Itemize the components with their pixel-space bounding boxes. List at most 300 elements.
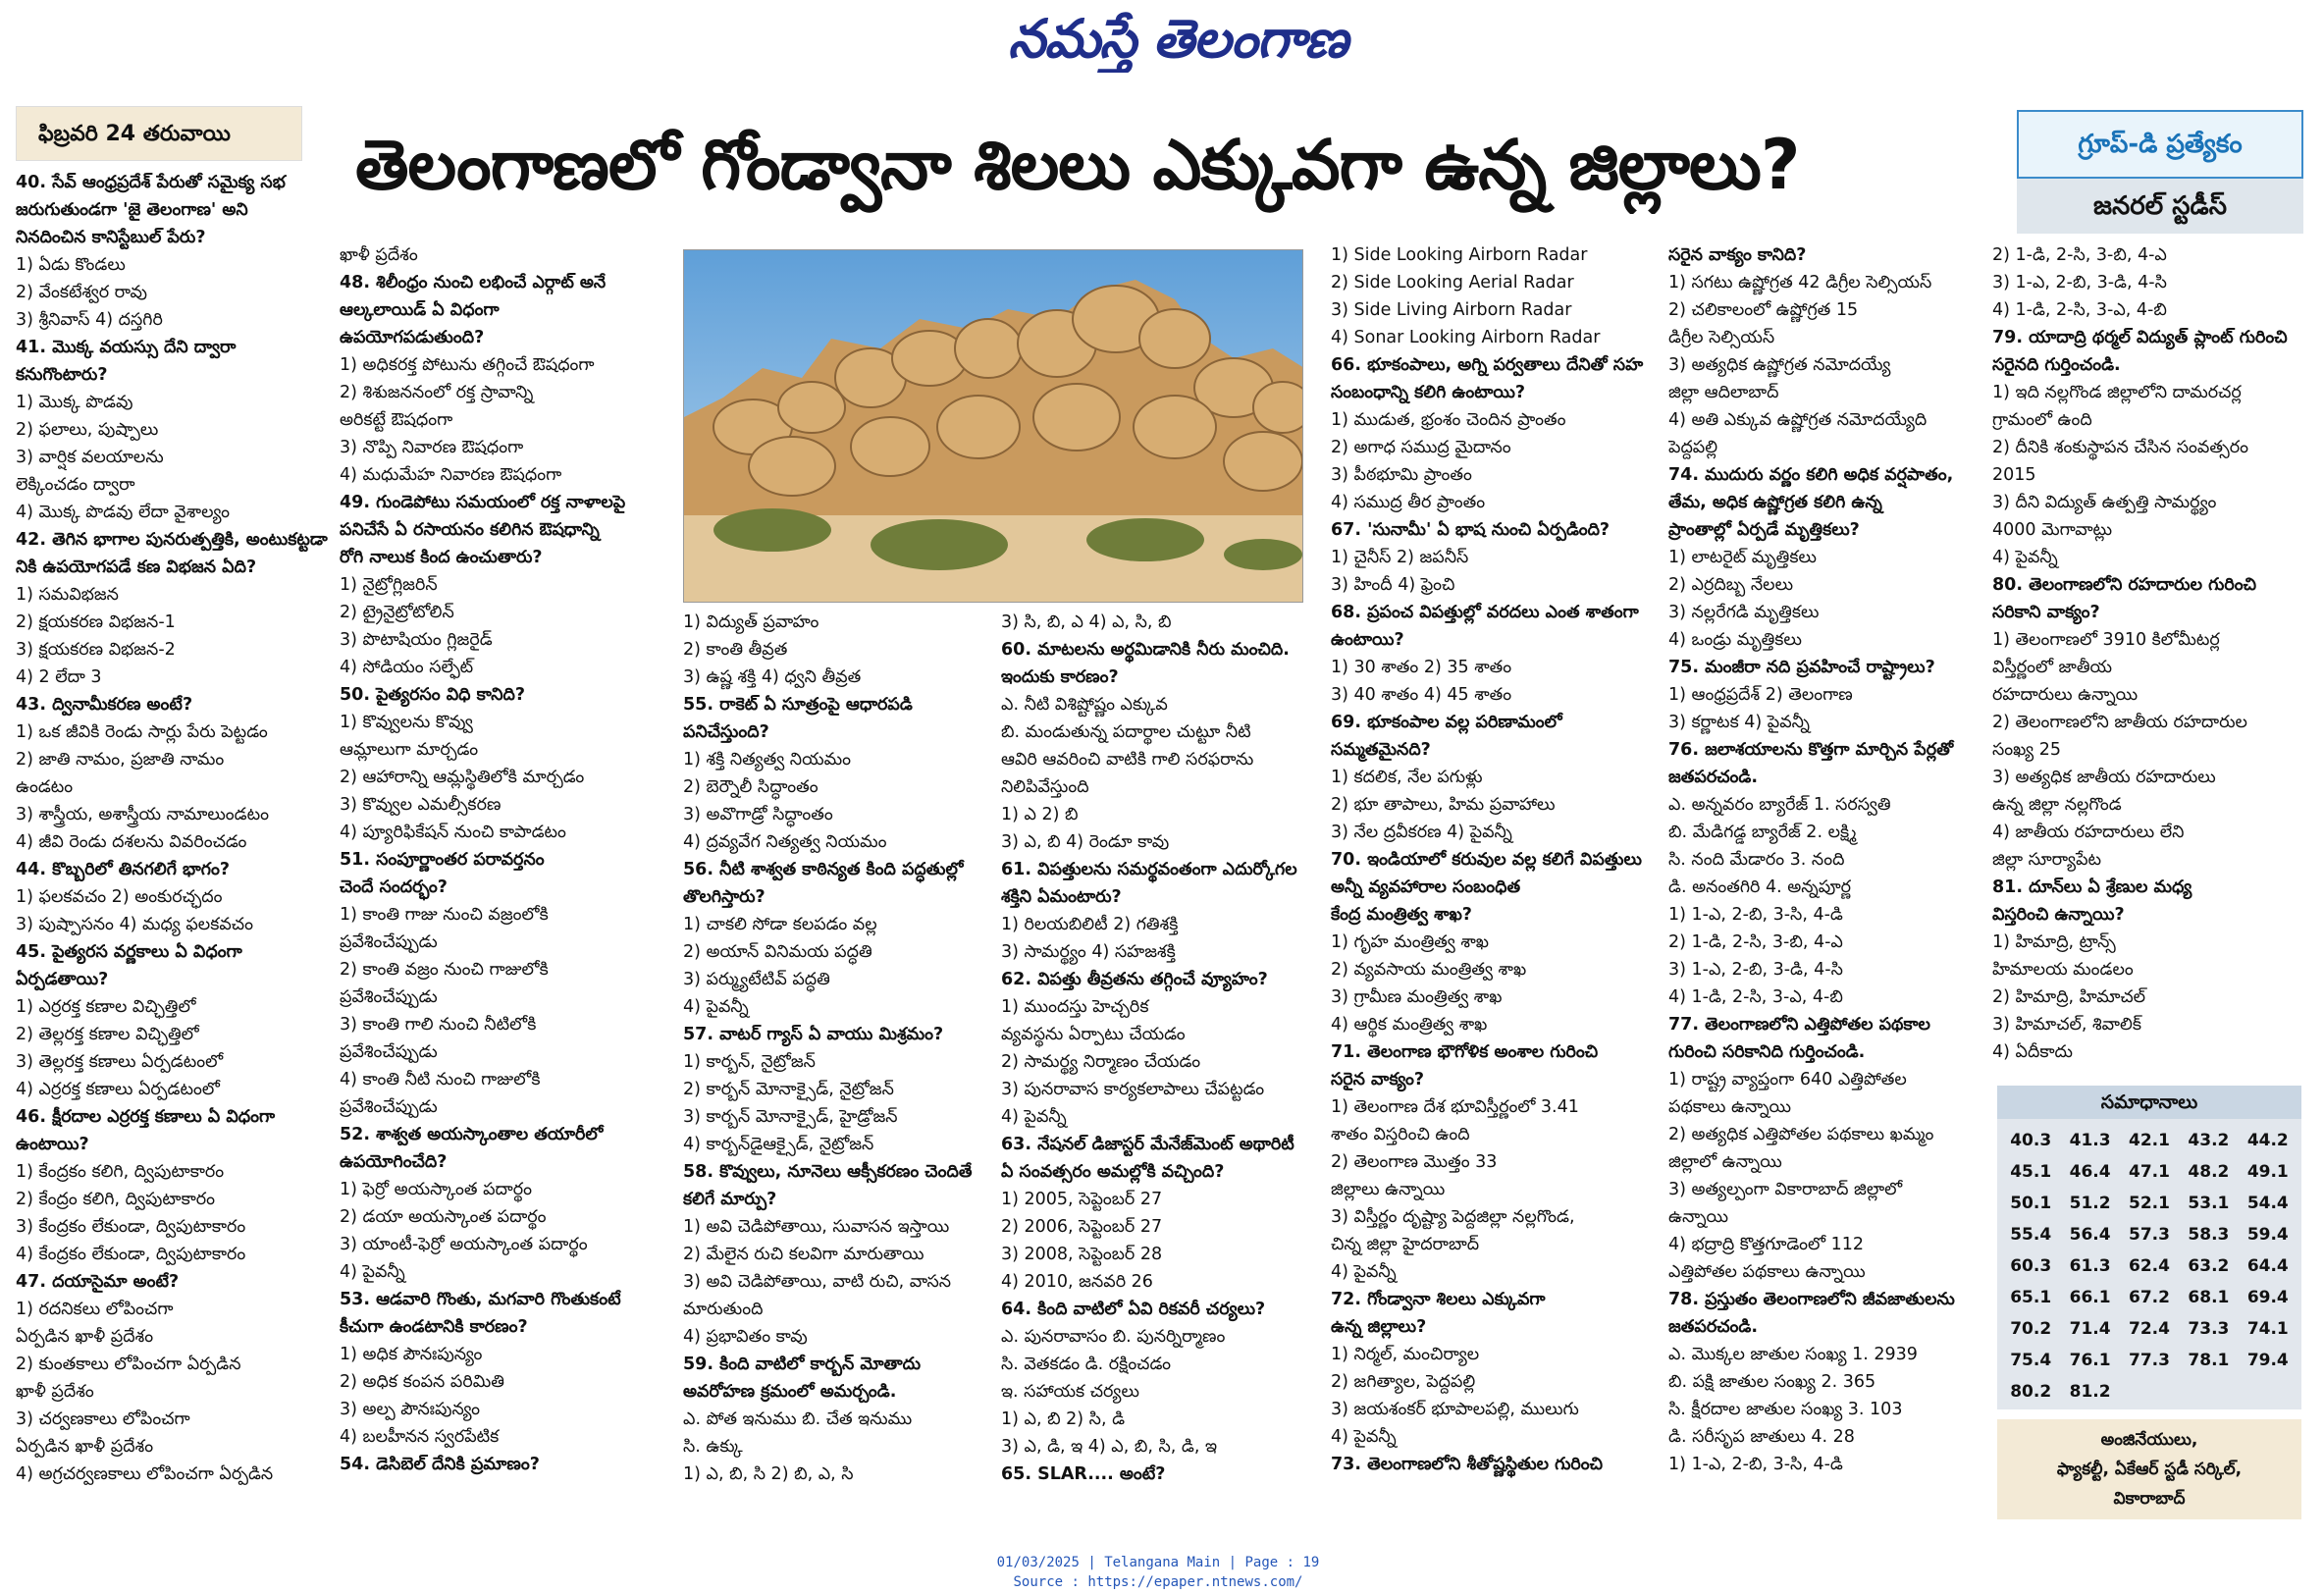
- option-line: 4) ద్రవ్యవేగ నిత్యత్వ నియమం: [683, 832, 887, 852]
- option-line: 1) చైనీస్ 2) జపనీస్: [1331, 548, 1469, 567]
- option-line: ఏర్పడిన ఖాళీ ప్రదేశం: [16, 1437, 154, 1457]
- option-line: ప్రవేశించేప్పుడు: [340, 932, 438, 952]
- option-line: 3) హిందీ 4) ఫ్రెంచి: [1331, 575, 1455, 595]
- question-line: 61. విపత్తులను సమర్థవంతంగా ఎదుర్కోగల: [1001, 860, 1297, 879]
- subject-label: జనరల్ స్టడీస్: [2017, 179, 2303, 234]
- answer-key: 78.1: [2188, 1351, 2230, 1370]
- option-line: 3) అత్యల్పంగా వికారాబాద్ జిల్లాలో: [1668, 1180, 1903, 1199]
- answer-key: 71.4: [2069, 1319, 2111, 1339]
- option-line: 1) ఫలకవచం 2) అంకురచ్ఛదం: [16, 887, 223, 907]
- option-line: 3) శ్రీనివాస్ 4) దస్తగిరి: [16, 310, 163, 330]
- option-line: 2) 1-డి, 2-సి, 3-బి, 4-ఎ: [1992, 245, 2167, 265]
- option-line: 1) శక్తి నిత్యత్వ నియమం: [683, 750, 851, 770]
- option-line: వ్యవస్థను ఏర్పాటు చేయడం: [1001, 1025, 1186, 1044]
- answer-key: 47.1: [2129, 1162, 2170, 1182]
- option-line: బి. మేడిగడ్డ బ్యారేజ్ 2. లక్ష్మి: [1668, 823, 1857, 842]
- option-line: 1) నైట్రోగ్లిజరిన్: [340, 575, 438, 595]
- option-line: ఎత్తిపోతల పథకాలు ఉన్నాయి: [1668, 1262, 1866, 1282]
- option-line: 2) అధిక కంపన పరిమితి: [340, 1372, 504, 1392]
- answer-key: 73.3: [2188, 1319, 2230, 1339]
- question-line: 46. క్షీరదాల ఎర్రరక్త కణాలు ఏ విధంగా: [16, 1107, 276, 1127]
- answer-key: 50.1: [2010, 1194, 2052, 1213]
- option-line: 1) Side Looking Airborn Radar: [1331, 245, 1588, 265]
- option-line: జిల్లాలు ఉన్నాయి: [1331, 1180, 1446, 1199]
- option-line: 4) పైవన్నీ: [1992, 548, 2058, 567]
- question-line: 77. తెలంగాణలోని ఎత్తిపోతల పథకాల: [1668, 1015, 1930, 1035]
- option-line: 3) వార్షిక వలయాలను: [16, 448, 164, 467]
- question-line: తేమ, అధిక ఉష్ణోగ్రత కలిగి ఉన్న: [1668, 493, 1882, 512]
- answer-key: 77.3: [2129, 1351, 2170, 1370]
- option-line: 2) బెర్నౌలీ సిద్ధాంతం: [683, 777, 819, 797]
- option-line: 1) ముందస్తు హెచ్చరిక: [1001, 997, 1149, 1017]
- option-line: ప్రవేశించేప్పుడు: [340, 1097, 438, 1117]
- question-column-2: [340, 241, 663, 1498]
- question-line: 71. తెలంగాణ భౌగోళిక అంశాల గురించి: [1331, 1042, 1599, 1062]
- option-line: రహదారులు ఉన్నాయి: [1992, 685, 2139, 705]
- option-line: 2) తెల్లరక్త కణాల విచ్ఛిత్తిలో: [16, 1025, 199, 1044]
- credit-location: వికారాబాద్: [2113, 1489, 2186, 1509]
- question-line: 57. వాటర్ గ్యాస్ ఏ వాయు మిశ్రమం?: [683, 1025, 944, 1044]
- page-footer: [883, 1553, 1433, 1592]
- option-line: 2) Side Looking Aerial Radar: [1331, 273, 1574, 292]
- option-line: ఇ. సహాయక చర్యలు: [1001, 1382, 1139, 1402]
- question-line: 53. ఆడవారి గొంతు, మగవారి గొంతుకంటే: [340, 1290, 621, 1309]
- option-line: నిలిపివేస్తుంది: [1001, 777, 1089, 797]
- option-line: 3) తెల్లరక్త కణాలు ఏర్పడటంలో: [16, 1052, 224, 1072]
- question-column-6: [1668, 241, 1992, 1498]
- option-line: 4) జీవి రెండు దశలను వివరించడం: [16, 832, 247, 852]
- question-line: 48. శిలీంధ్రం నుంచి లభించే ఎర్గాట్ అనే: [340, 273, 607, 292]
- option-line: 1) కేంద్రకం కలిగి, ద్విపుటాకారం: [16, 1162, 225, 1182]
- option-line: 1) ఏడు కొండలు: [16, 255, 126, 275]
- option-line: 1) ఇది నల్లగొండ జిల్లాలోని దామరచర్ల: [1992, 383, 2242, 402]
- answer-key: 74.1: [2246, 1319, 2289, 1339]
- option-line: 4) 2010, జనవరి 26: [1001, 1272, 1153, 1292]
- option-line: 4) కేంద్రకం లేకుండా, ద్విపుటాకారం: [16, 1245, 246, 1264]
- option-line: 2) వేంకటేశ్వర రావు: [16, 283, 147, 302]
- answer-key: 64.4: [2246, 1256, 2289, 1276]
- answer-key: 68.1: [2188, 1288, 2230, 1307]
- option-line: 2) శిశుజననంలో రక్త స్రావాన్ని: [340, 383, 534, 402]
- question-line: 59. కింది వాటిలో కార్బన్ మోతాదు: [683, 1355, 922, 1374]
- question-line: గురించి సరికానిది గుర్తించండి.: [1668, 1042, 1866, 1062]
- question-line: సమ్మతమైనది?: [1331, 740, 1431, 760]
- option-line: 1) కొవ్వులను కొవ్వు: [340, 713, 473, 732]
- question-line: 76. జలాశయాలను కొత్తగా మార్చిన పేర్లతో: [1668, 740, 1954, 760]
- option-line: 3) జయశంకర్ భూపాలపల్లి, ములుగు: [1331, 1400, 1579, 1419]
- answer-key: 69.4: [2246, 1288, 2289, 1307]
- option-line: 1) రదనికలు లోపించగా: [16, 1300, 174, 1319]
- option-line: సి. నంది మేడారం 3. నంది: [1668, 850, 1845, 870]
- option-line: బి. మండుతున్న పదార్థాల చుట్టూ నీటి: [1001, 722, 1251, 742]
- option-line: ఎ. అన్నవరం బ్యారేజ్ 1. సరస్వతి: [1668, 795, 1891, 815]
- option-line: 4) ఎర్రరక్త కణాలు ఏర్పడటంలో: [16, 1080, 220, 1099]
- option-line: 4) మొక్క పొడవు లేదా వైశాల్యం: [16, 503, 230, 522]
- option-line: 1) రాష్ట్ర వ్యాప్తంగా 640 ఎత్తిపోతల: [1668, 1070, 1907, 1089]
- newspaper-masthead: నమస్తే తెలంగాణ: [1008, 7, 1347, 70]
- answer-key: 60.3: [2010, 1256, 2052, 1276]
- option-line: 1) ఆంధ్రప్రదేశ్ 2) తెలంగాణ: [1668, 685, 1853, 705]
- option-line: ఎ. పునరావాసం బి. పునర్నిర్మాణం: [1001, 1327, 1226, 1347]
- question-line: ఉంటాయి?: [16, 1135, 89, 1154]
- footer-date-page: 01/03/2025 | Telangana Main | Page : 19: [996, 1555, 1320, 1570]
- option-line: 2) తెలంగాణ మొత్తం 33: [1331, 1152, 1498, 1172]
- option-line: 2) అగాధ సముద్ర మైదానం: [1331, 438, 1511, 457]
- option-line: 3) Side Living Airborn Radar: [1331, 300, 1572, 320]
- option-line: 2) కాంతి వజ్రం నుంచి గాజులోకి: [340, 960, 549, 980]
- option-line: 3) అవొగాడ్రో సిద్ధాంతం: [683, 805, 833, 824]
- question-line: 41. మొక్క వయస్సు దేని ద్వారా: [16, 338, 237, 357]
- option-line: 1) లాటరైట్ మృత్తికలు: [1668, 548, 1817, 567]
- answer-key: 49.1: [2246, 1162, 2289, 1182]
- option-line: 4) ప్యూరిఫికేషన్ నుంచి కాపాడటం: [340, 823, 566, 842]
- question-line: సంబంధాన్ని కలిగి ఉంటాయి?: [1331, 383, 1526, 402]
- option-line: 2) భూ తాపాలు, హిమ ప్రవాహాలు: [1331, 795, 1556, 815]
- option-line: 3) పీఠభూమి ప్రాంతం: [1331, 465, 1472, 485]
- answer-key: 66.1: [2069, 1288, 2111, 1307]
- option-line: 1) కదలిక, నేల పగుళ్లు: [1331, 768, 1483, 787]
- option-line: 2) 1-డి, 2-సి, 3-బి, 4-ఎ: [1668, 932, 1843, 952]
- answer-key: 65.1: [2010, 1288, 2052, 1307]
- option-line: 3) కార్బన్ మోనాక్సైడ్, హైడ్రోజన్: [683, 1107, 898, 1127]
- question-line: 40. సేవ్ ఆంధ్రప్రదేశ్ పేరుతో సమైక్య సభ: [16, 173, 286, 192]
- answer-key: 56.4: [2069, 1225, 2111, 1245]
- question-line: 54. డెసిబెల్ దేనికి ప్రమాణం?: [340, 1455, 540, 1474]
- option-line: 2) కేంద్రం కలిగి, ద్విపుటాకారం: [16, 1190, 215, 1209]
- option-line: 4) భద్రాద్రి కొత్తగూడెంలో 112: [1668, 1235, 1864, 1254]
- question-line: ప్రాంతాల్లో ఏర్పడే మృత్తికలు?: [1668, 520, 1860, 540]
- question-line: తొలగిస్తారు?: [683, 887, 766, 907]
- option-line: 4) మధుమేహ నివారణ ఔషధంగా: [340, 465, 562, 485]
- answer-key: 54.4: [2246, 1194, 2289, 1213]
- option-line: 2) జగిత్యాల, పెద్దపల్లి: [1331, 1372, 1476, 1392]
- question-line: సరైనది గుర్తించండి.: [1992, 355, 2121, 375]
- option-line: ప్రవేశించేప్పుడు: [340, 987, 438, 1007]
- question-line: 80. తెలంగాణలోని రహదారుల గురించి: [1992, 575, 2257, 595]
- question-line: 42. తెగిన భాగాల పునరుత్పత్తికి, అంటుకట్టడా: [16, 530, 328, 550]
- answer-key: 59.4: [2246, 1225, 2289, 1245]
- option-line: 3) శాస్త్రీయ, అశాస్త్రీయ నామాలుండటం: [16, 805, 270, 824]
- question-line: 60. మాటలను అర్థమిడానికి నీరు మంచిది.: [1001, 640, 1290, 660]
- question-line: 81. దూన్‌లు ఏ శ్రేణుల మధ్య: [1992, 877, 2192, 897]
- option-line: 3) 40 శాతం 4) 45 శాతం: [1331, 685, 1512, 705]
- answer-key: 75.4: [2010, 1351, 2052, 1370]
- option-line: 2) ట్రైనైట్రోటోలిన్: [340, 603, 454, 622]
- option-line: 2) అత్యధిక ఎత్తిపోతల పథకాలు ఖమ్మం: [1668, 1125, 1934, 1144]
- option-line: 2) హిమాద్రి, హిమాచల్: [1992, 987, 2146, 1007]
- option-line: 3) చర్వణకాలు లోపించగా: [16, 1409, 190, 1429]
- question-line: విస్తరించి ఉన్నాయి?: [1992, 905, 2125, 925]
- answer-key: 80.2: [2010, 1382, 2052, 1402]
- question-line: 49. గుండెపోటు సమయంలో రక్త నాళాలపై: [340, 493, 626, 512]
- question-line: ఉన్న జిల్లాలు?: [1331, 1317, 1427, 1337]
- option-line: సి. క్షీరదాల జాతుల సంఖ్య 3. 103: [1668, 1400, 1903, 1419]
- option-line: బి. పక్షి జాతుల సంఖ్య 2. 365: [1668, 1372, 1876, 1392]
- option-line: హిమాలయ మండలం: [1992, 960, 2134, 980]
- answer-key: 51.2: [2069, 1194, 2111, 1213]
- option-line: 2) క్షయకరణ విభజన-1: [16, 612, 176, 632]
- option-line: 3) అల్ప పౌనఃపున్యం: [340, 1400, 481, 1419]
- question-line: కీచుగా ఉండటానికి కారణం?: [340, 1317, 528, 1337]
- question-line: కలిగే మార్పు?: [683, 1190, 777, 1209]
- option-line: అరికట్టే ఔషధంగా: [340, 410, 453, 430]
- answer-key: 53.1: [2188, 1194, 2230, 1213]
- question-line: జతపరచండి.: [1668, 768, 1758, 787]
- option-line: 4) సోడియం సల్ఫేట్: [340, 658, 474, 677]
- credit-affiliation: ఫ్యాకల్టీ, ఏకేఆర్ స్టడీ సర్కిల్,: [2056, 1460, 2243, 1479]
- question-line: 62. విపత్తు తీవ్రతను తగ్గించే వ్యూహం?: [1001, 970, 1268, 989]
- option-line: 1) ఒక జీవికి రెండు సార్లు పేరు పెట్టడం: [16, 722, 268, 742]
- option-line: 4000 మెగావాట్లు: [1992, 520, 2113, 540]
- question-line: 45. పైత్యరస వర్ణకాలు ఏ విధంగా: [16, 942, 242, 962]
- answer-key: 70.2: [2010, 1319, 2052, 1339]
- option-line: 1) అధికరక్త పోటును తగ్గించే ఔషధంగా: [340, 355, 595, 375]
- option-line: జిల్లాలో ఉన్నాయి: [1668, 1152, 1782, 1172]
- option-line: 2) జాతి నామం, ప్రజాతి నామం: [16, 750, 225, 770]
- option-line: ఆమ్లాలుగా మార్చడం: [340, 740, 479, 760]
- answer-key: 72.4: [2129, 1319, 2170, 1339]
- group-d-special-label: గ్రూప్-డి ప్రత్యేకం: [2017, 110, 2303, 179]
- option-line: 2) సామర్థ్య నిర్మాణం చేయడం: [1001, 1052, 1201, 1072]
- option-line: సి. ఉక్కు: [683, 1437, 743, 1457]
- answer-key: 43.2: [2188, 1131, 2230, 1150]
- option-line: 3) కర్ణాటక 4) పైవన్నీ: [1668, 713, 1810, 732]
- option-line: 1) కార్బన్, నైట్రోజన్: [683, 1052, 816, 1072]
- option-line: 3) 1-ఎ, 2-బి, 3-డి, 4-సి: [1668, 960, 1843, 980]
- option-line: 1) ఎ 2) బి: [1001, 805, 1079, 824]
- question-line: 72. గోండ్వానా శిలలు ఎక్కువగా: [1331, 1290, 1546, 1309]
- question-line: ఉంటాయి?: [1331, 630, 1404, 650]
- option-line: 2) ఎర్రదిబ్బ నేలలు: [1668, 575, 1794, 595]
- question-line: రోగి నాలుక కింద ఉంచుతారు?: [340, 548, 543, 567]
- question-line: 55. రాకెట్ ఏ సూత్రంపై ఆధారపడి: [683, 695, 913, 715]
- option-line: 1) 2005, సెప్టెంబర్ 27: [1001, 1190, 1163, 1209]
- option-line: 4) పైవన్నీ: [1331, 1427, 1397, 1447]
- question-line: సరైన వాక్యం కానిది?: [1668, 245, 1807, 265]
- option-line: 3) ఎ, డి, ఇ 4) ఎ, బి, సి, డి, ఇ: [1001, 1437, 1218, 1457]
- question-line: 70. ఇండియాలో కరువుల వల్ల కలిగే విపత్తులు: [1331, 850, 1642, 870]
- option-line: 4) బలహీనన స్వరపేటిక: [340, 1427, 500, 1447]
- option-line: జిల్లా ఆదిలాబాద్: [1668, 383, 1779, 402]
- option-line: ఎ. నీటి విశిష్టోష్ణం ఎక్కువ: [1001, 695, 1168, 715]
- option-line: ఉన్నాయి: [1668, 1207, 1729, 1227]
- option-line: 3) సామర్థ్యం 4) సహజశక్తి: [1001, 942, 1176, 962]
- option-line: 4) జాతీయ రహదారులు లేని: [1992, 823, 2185, 842]
- option-line: 2) కార్బన్ మోనాక్సైడ్, నైట్రోజన్: [683, 1080, 894, 1099]
- option-line: 2) కుంతకాలు లోపించగా ఏర్పడిన: [16, 1355, 241, 1374]
- option-line: 1) సమవిభజన: [16, 585, 119, 605]
- question-line: 78. ప్రస్తుతం తెలంగాణలోని జీవజాతులను: [1668, 1290, 1955, 1309]
- option-line: విస్తీర్ణంలో జాతీయ: [1992, 658, 2113, 677]
- option-line: 1) నిర్మల్, మంచిర్యాల: [1331, 1345, 1480, 1364]
- option-line: 3) కాంతి గాలి నుంచి నీటిలోకి: [340, 1015, 537, 1035]
- option-line: 2) వ్యవసాయ మంత్రిత్వ శాఖ: [1331, 960, 1527, 980]
- question-line: 58. కొవ్వులు, నూనెలు ఆక్సీకరణం చెందితే: [683, 1162, 973, 1182]
- option-line: 3) ఉష్ణ శక్తి 4) ధ్వని తీవ్రత: [683, 667, 862, 687]
- option-line: 4) 2 లేదా 3: [16, 667, 102, 687]
- option-line: ఏర్పడిన ఖాళీ ప్రదేశం: [16, 1327, 154, 1347]
- option-line: 2) 2006, సెప్టెంబర్ 27: [1001, 1217, 1163, 1237]
- option-line: 3) నొప్పి నివారణ ఔషధంగా: [340, 438, 524, 457]
- option-line: 4) ఒండ్రు మృత్తికలు: [1668, 630, 1802, 650]
- option-line: 2) డయా అయస్కాంత పదార్థం: [340, 1207, 547, 1227]
- option-line: 4) కార్బన్‌డైఆక్సైడ్, నైట్రోజన్: [683, 1135, 874, 1154]
- question-line: 56. నీటి శాశ్వత కాఠిన్యత కింది పద్ధతుల్లో: [683, 860, 964, 879]
- option-line: 1) సగటు ఉష్ణోగ్రత 42 డిగ్రీల సెల్సియస్: [1668, 273, 1932, 292]
- option-line: 1) ఫెర్రో అయస్కాంత పదార్థం: [340, 1180, 532, 1199]
- question-line: శక్తిని ఏమంటారు?: [1001, 887, 1122, 907]
- answer-key: 67.2: [2129, 1288, 2170, 1307]
- answer-key: 63.2: [2188, 1256, 2230, 1276]
- question-line: 63. నేషనల్ డిజాస్టర్ మేనేజ్‌మెంట్ అథారిటీ: [1001, 1135, 1294, 1154]
- answer-key: 62.4: [2129, 1256, 2170, 1276]
- option-line: డి. సరీసృప జాతులు 4. 28: [1668, 1427, 1855, 1447]
- option-line: 2) ఆహారాన్ని ఆమ్లస్థితిలోకి మార్చడం: [340, 768, 585, 787]
- option-line: 3) పుష్పాసనం 4) మధ్య ఫలకవచం: [16, 915, 253, 934]
- question-line: 74. ముదురు వర్ణం కలిగి అధిక వర్షపాతం,: [1668, 465, 1954, 485]
- option-line: 3) విస్తీర్ణం దృష్ట్యా పెద్దజిల్లా నల్లగొండ,: [1331, 1207, 1575, 1227]
- option-line: పథకాలు ఉన్నాయి: [1668, 1097, 1792, 1117]
- option-line: 1) 30 శాతం 2) 35 శాతం: [1331, 658, 1512, 677]
- question-line: కేంద్ర మంత్రిత్వ శాఖ?: [1331, 905, 1472, 925]
- question-line: 69. భూకంపాల వల్ల పరిణామంలో: [1331, 713, 1562, 732]
- option-line: 2015: [1992, 465, 2036, 485]
- question-line: జతపరచండి.: [1668, 1317, 1758, 1337]
- option-line: 1) రిలయబిలిటీ 2) గతిశక్తి: [1001, 915, 1179, 934]
- answers-box: [1997, 1086, 2301, 1409]
- option-line: ఎ. పోత ఇనుము బి. చేత ఇనుము: [683, 1409, 913, 1429]
- question-line: 43. ద్వినామీకరణ అంటే?: [16, 695, 193, 715]
- option-line: 4) 1-డి, 2-సి, 3-ఎ, 4-బి: [1992, 300, 2167, 320]
- option-line: 3) 2008, సెప్టెంబర్ 28: [1001, 1245, 1163, 1264]
- question-line: సరికాని వాక్యం?: [1992, 603, 2100, 622]
- answer-key: 52.1: [2129, 1194, 2170, 1213]
- option-line: 2) చలికాలంలో ఉష్ణోగ్రత 15: [1668, 300, 1859, 320]
- question-line: 67. 'సునామీ' ఏ భాష నుంచి ఏర్పడింది?: [1331, 520, 1611, 540]
- option-line: 2) ఫలాలు, పుష్పాలు: [16, 420, 159, 440]
- option-line: 3) కేంద్రకం లేకుండా, ద్విపుటాకారం: [16, 1217, 246, 1237]
- option-line: 2) తెలంగాణలోని జాతీయ రహదారుల: [1992, 713, 2247, 732]
- question-column-4: [1001, 609, 1325, 1498]
- option-line: 3) కొవ్వుల ఎమల్సీకరణ: [340, 795, 502, 815]
- question-line: 47. దయాసైమా అంటే?: [16, 1272, 180, 1292]
- footer-source: Source : https://epaper.ntnews.com/: [1013, 1574, 1303, 1590]
- rock-formation-photo: [683, 249, 1303, 603]
- option-line: సి. వెతకడం డి. రక్షించడం: [1001, 1355, 1172, 1374]
- question-line: 79. యాదాద్రి థర్మల్ విద్యుత్ ప్లాంట్ గురించి: [1992, 328, 2288, 347]
- option-line: 4) ప్రభావితం కావు: [683, 1327, 808, 1347]
- option-line: 4) సముద్ర తీర ప్రాంతం: [1331, 493, 1486, 512]
- option-line: 3) అవి చెడిపోతాయి, వాటి రుచి, వాసన: [683, 1272, 952, 1292]
- answer-key: 45.1: [2010, 1162, 2052, 1182]
- option-line: 3) సి, బి, ఎ 4) ఎ, సి, బి: [1001, 612, 1172, 632]
- option-line: 1) అవి చెడిపోతాయి, సువాసన ఇస్తాయి: [683, 1217, 950, 1237]
- option-line: 4) కాంతి నీటి నుంచి గాజులోకి: [340, 1070, 541, 1089]
- question-line: 64. కింది వాటిలో ఏవి రికవరీ చర్యలు?: [1001, 1300, 1266, 1319]
- question-line: ఉపయోగించేది?: [340, 1152, 448, 1172]
- answer-key: 58.3: [2188, 1225, 2230, 1245]
- option-line: 1) మొక్క పొడవు: [16, 393, 133, 412]
- question-column-5: [1331, 241, 1655, 1498]
- option-line: 1) అధిక పౌనఃపున్యం: [340, 1345, 483, 1364]
- option-line: 4) పైవన్నీ: [1331, 1262, 1397, 1282]
- answer-key: 57.3: [2129, 1225, 2170, 1245]
- answer-key: 61.3: [2069, 1256, 2111, 1276]
- option-line: 3) అత్యధిక ఉష్ణోగ్రత నమోదయ్యే: [1668, 355, 1891, 375]
- question-line: అవరోహణ క్రమంలో అమర్చండి.: [683, 1382, 897, 1402]
- option-line: 3) క్షయకరణ విభజన-2: [16, 640, 176, 660]
- question-line: నికి ఉపయోగపడే కణ విభజన ఏది?: [16, 558, 257, 577]
- option-line: డిగ్రీల సెల్సియస్: [1668, 328, 1775, 347]
- option-line: 2) కాంతి తీవ్రత: [683, 640, 788, 660]
- answer-key: 41.3: [2069, 1131, 2111, 1150]
- question-line: ఉపయోగపడుతుంది?: [340, 328, 485, 347]
- option-line: 2) మేలైన రుచి కలవిగా మారుతాయి: [683, 1245, 924, 1264]
- option-line: ఉన్న జిల్లా నల్లగొండ: [1992, 795, 2122, 815]
- option-line: 1) విద్యుత్ ప్రవాహం: [683, 612, 819, 632]
- question-line: పనిచేసే ఏ రసాయనం కలిగిన ఔషధాన్ని: [340, 520, 600, 540]
- answer-key: 46.4: [2069, 1162, 2111, 1182]
- option-line: 3) దీని విద్యుత్ ఉత్పత్తి సామర్థ్యం: [1992, 493, 2217, 512]
- option-line: 1) ఎ, బి 2) సి, డి: [1001, 1409, 1126, 1429]
- option-line: 4) పైవన్నీ: [683, 997, 749, 1017]
- answer-key: 40.3: [2010, 1131, 2052, 1150]
- option-line: ఉండటం: [16, 777, 74, 797]
- question-line: 75. మంజీరా నది ప్రవహించే రాష్ట్రాలు?: [1668, 658, 1935, 677]
- option-line: 1) తెలంగాణలో 3910 కిలోమీటర్ల: [1992, 630, 2220, 650]
- option-line: ఎ. మొక్కల జాతుల సంఖ్య 1. 2939: [1668, 1345, 1918, 1364]
- answer-key: 42.1: [2129, 1131, 2170, 1150]
- option-line: 2) దీనికి శంకుస్థాపన చేసిన సంవత్సరం: [1992, 438, 2248, 457]
- question-line: ఏ సంవత్సరం అమల్లోకి వచ్చింది?: [1001, 1162, 1225, 1182]
- option-line: గ్రామంలో ఉంది: [1992, 410, 2092, 430]
- continuation-date-label: ఫిబ్రవరి 24 తరువాయి: [16, 106, 302, 161]
- option-line: 3) పర్మ్యుటేటివ్ పద్ధతి: [683, 970, 830, 989]
- option-line: 1) గృహ మంత్రిత్వ శాఖ: [1331, 932, 1490, 952]
- question-line: 66. భూకంపాలు, అగ్ని పర్వతాలు దేనితో సహ: [1331, 355, 1644, 375]
- option-line: డి. అనంతగిరి 4. అన్నపూర్ణ: [1668, 877, 1852, 897]
- option-line: 1) ఎ, బి, సి 2) బి, ఎ, సి: [683, 1464, 854, 1484]
- option-line: 4) 1-డి, 2-సి, 3-ఎ, 4-బి: [1668, 987, 1843, 1007]
- question-column-1: [16, 169, 330, 1498]
- answers-grid: [1997, 1119, 2301, 1413]
- option-line: 2) అయాన్ వినిమయ పద్ధతి: [683, 942, 872, 962]
- option-line: జిల్లా సూర్యాపేట: [1992, 850, 2102, 870]
- option-line: 3) గ్రామీణ మంత్రిత్వ శాఖ: [1331, 987, 1503, 1007]
- answers-title: సమాధానాలు: [1997, 1086, 2301, 1119]
- author-credit: [1997, 1419, 2301, 1519]
- option-line: 1) హిమాద్రి, ట్రాన్స్: [1992, 932, 2116, 952]
- option-line: 3) నేల ద్రవీకరణ 4) పైవన్నీ: [1331, 823, 1512, 842]
- option-line: ఆవిరి ఆవరించి వాటికి గాలి సరఫరాను: [1001, 750, 1254, 770]
- question-line: పనిచేస్తుంది?: [683, 722, 769, 742]
- option-line: 1) 1-ఎ, 2-బి, 3-సి, 4-డి: [1668, 905, 1843, 925]
- question-line: 68. ప్రపంచ విపత్తుల్లో వరదలు ఎంత శాతంగా: [1331, 603, 1639, 622]
- answer-key: 76.1: [2069, 1351, 2111, 1370]
- option-line: 3) యాంటీ-ఫెర్రో అయస్కాంత పదార్థం: [340, 1235, 588, 1254]
- option-line: 1) ఎర్రరక్త కణాల విచ్ఛిత్తిలో: [16, 997, 196, 1017]
- question-line: అన్నీ వ్యవహారాల సంబంధిత: [1331, 877, 1521, 897]
- option-line: 3) నల్లరేగడి మృత్తికలు: [1668, 603, 1820, 622]
- option-line: 1) చాకలి సోడా కలపడం వల్ల: [683, 915, 877, 934]
- answer-key: 48.2: [2188, 1162, 2230, 1182]
- option-line: 3) పునరావాస కార్యకలాపాలు చేపట్టడం: [1001, 1080, 1265, 1099]
- question-column-7: [1992, 241, 2316, 1086]
- option-line: 4) Sonar Looking Airborn Radar: [1331, 328, 1601, 347]
- question-line: 44. కొబ్బరిలో తినగలిగే భాగం?: [16, 860, 230, 879]
- answer-key: 81.2: [2069, 1382, 2111, 1402]
- question-line: చెందే సందర్భం?: [340, 877, 448, 897]
